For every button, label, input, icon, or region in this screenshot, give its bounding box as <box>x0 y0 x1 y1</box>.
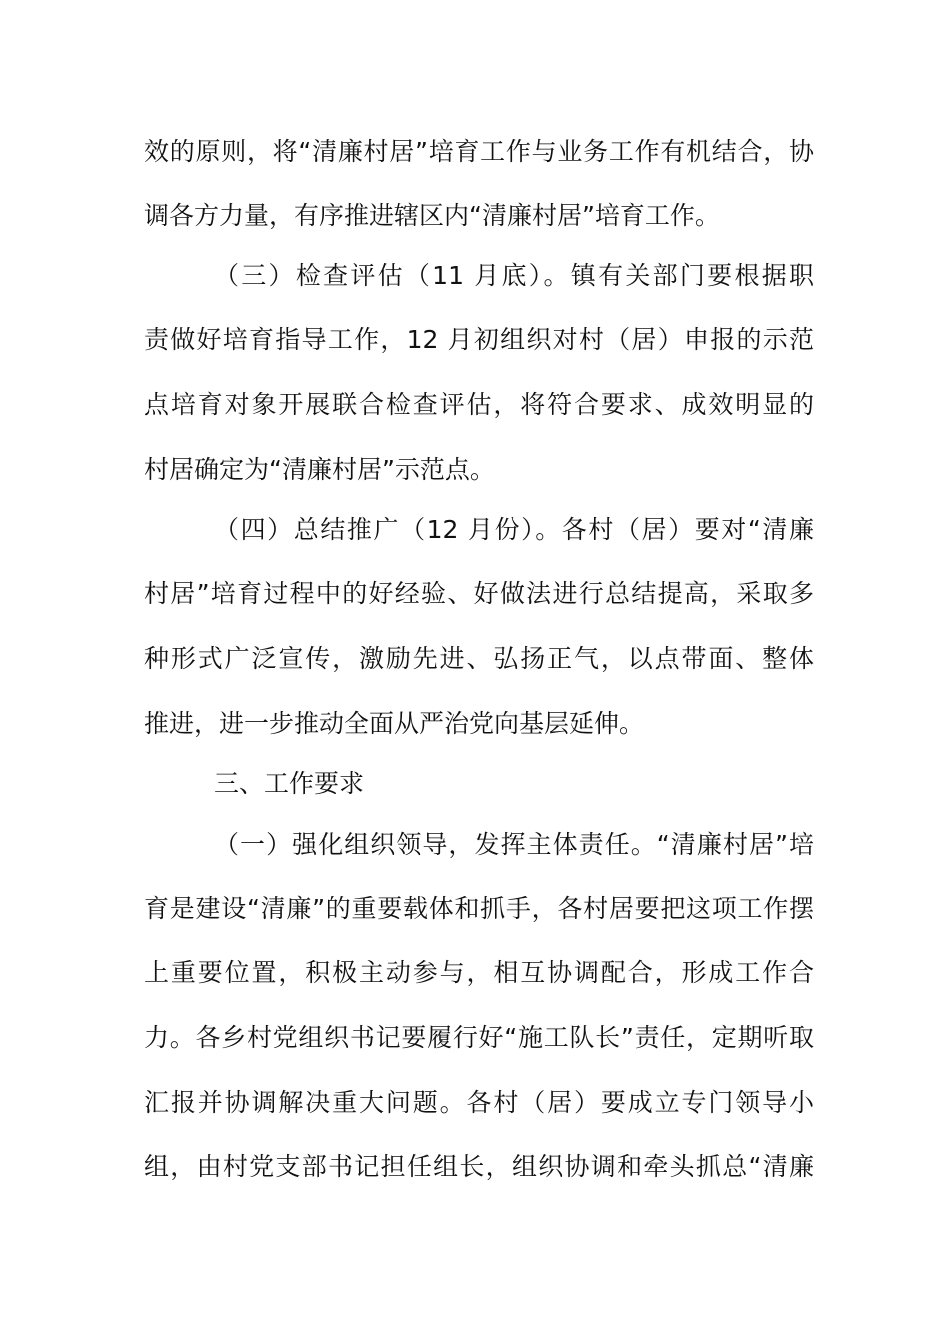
text-line-5: 点培育对象开展联合检查评估，将符合要求、成效明显的 <box>144 390 814 419</box>
text-line-12: （一）强化组织领导，发挥主体责任。“清廉村居”培 <box>214 830 814 859</box>
text-line-3: （三）检查评估（11 月底）。镇有关部门要根据职 <box>214 261 814 290</box>
text-line-17: 组，由村党支部书记担任组长，组织协调和牵头抓总“清廉 <box>144 1152 814 1181</box>
text-line-2: 调各方力量，有序推进辖区内“清廉村居”培育工作。 <box>144 201 720 230</box>
text-line-6: 村居确定为“清廉村居”示范点。 <box>144 455 495 484</box>
text-line-14: 上重要位置，积极主动参与，相互协调配合，形成工作合 <box>144 958 814 987</box>
text-line-10: 推进，进一步推动全面从严治党向基层延伸。 <box>144 709 645 738</box>
text-line-13: 育是建设“清廉”的重要载体和抓手，各村居要把这项工作摆 <box>144 894 814 923</box>
text-line-1: 效的原则，将“清廉村居”培育工作与业务工作有机结合，协 <box>144 137 814 166</box>
text-line-8: 村居”培育过程中的好经验、好做法进行总结提高，采取多 <box>144 579 814 608</box>
section-heading: 三、工作要求 <box>214 769 365 798</box>
text-line-16: 汇报并协调解决重大问题。各村（居）要成立专门领导小 <box>144 1088 814 1117</box>
text-line-4: 责做好培育指导工作，12 月初组织对村（居）申报的示范 <box>144 325 814 354</box>
text-line-9: 种形式广泛宣传，激励先进、弘扬正气，以点带面、整体 <box>144 644 814 673</box>
text-line-15: 力。各乡村党组织书记要履行好“施工队长”责任，定期听取 <box>144 1023 814 1052</box>
text-line-7: （四）总结推广（12 月份）。各村（居）要对“清廉 <box>214 515 814 544</box>
